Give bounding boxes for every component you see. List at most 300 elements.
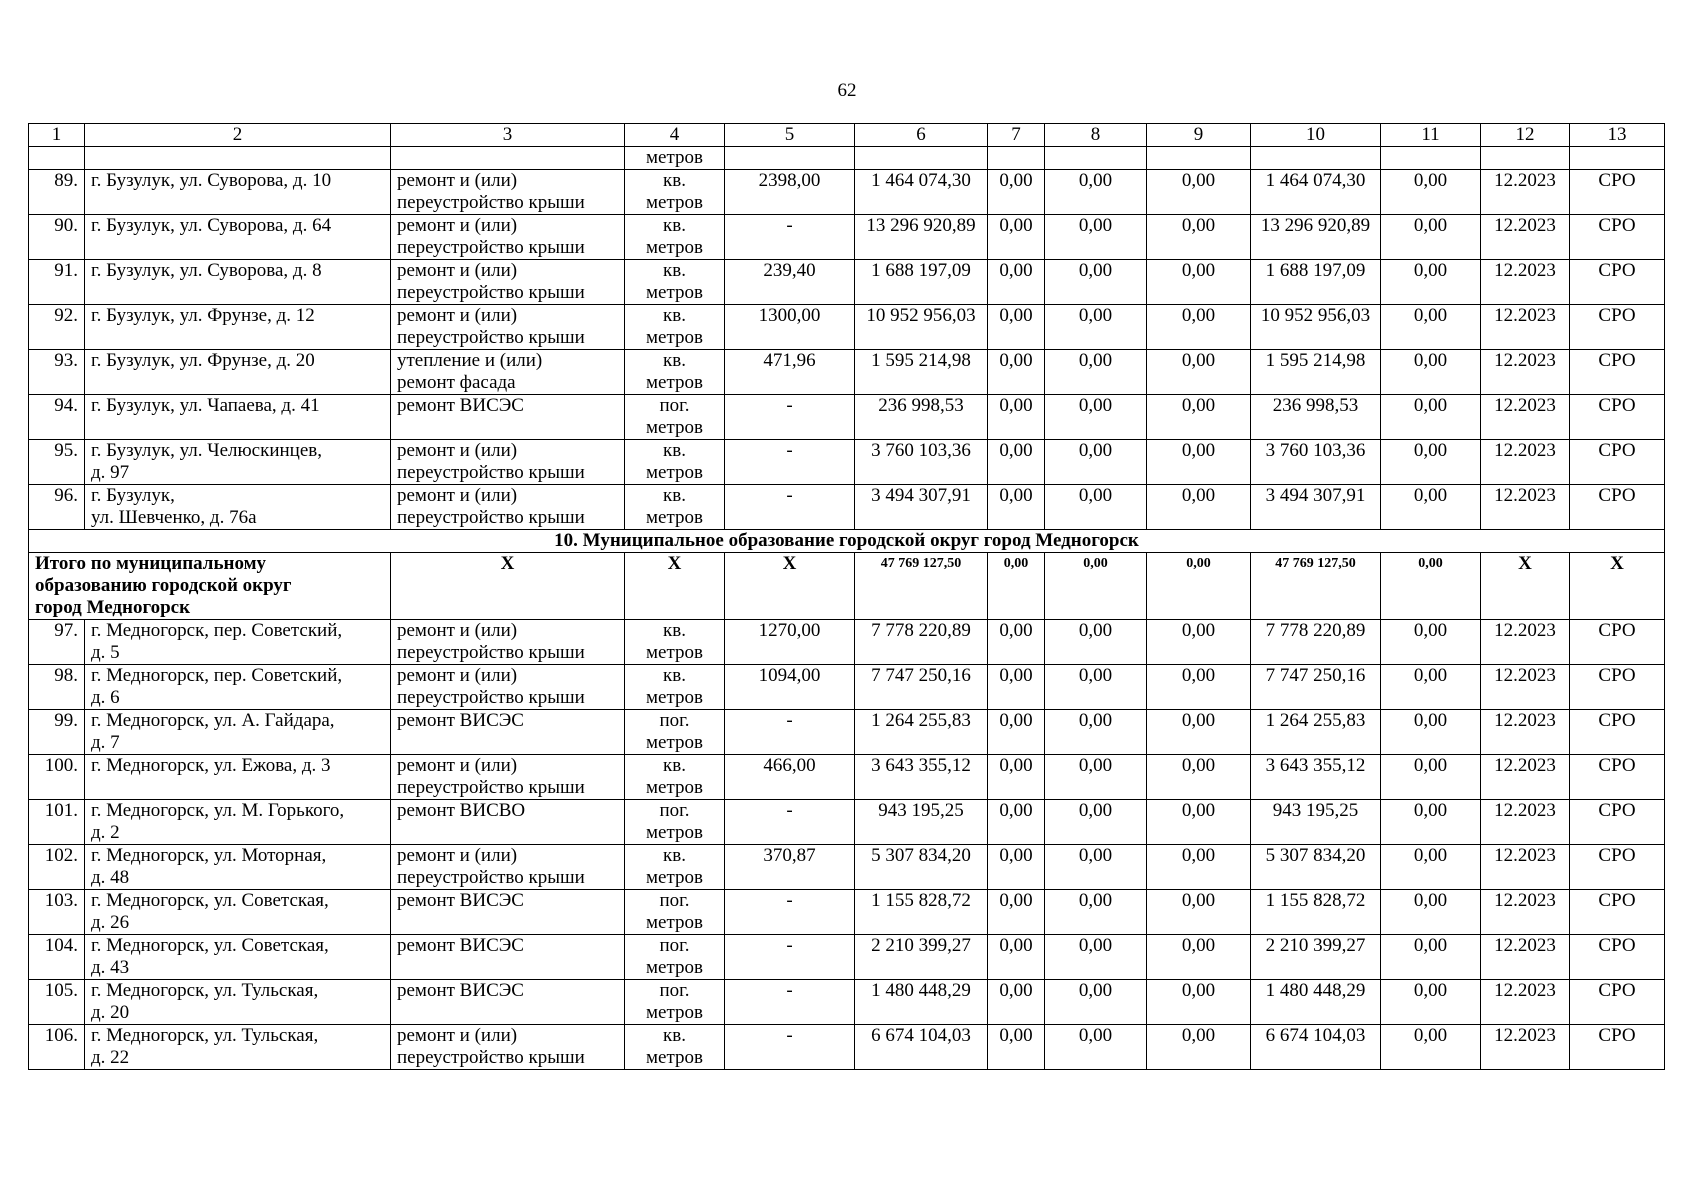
value-cell-c11-line: 0,00: [1413, 935, 1448, 956]
value-cell-c12-line: 12.2023: [1494, 755, 1556, 776]
value-cell-c6-line: 236 998,53: [878, 395, 964, 416]
address-cell-line: г. Бузулук, ул. Челюскинцев,: [91, 440, 322, 461]
work-type-cell: [391, 170, 625, 215]
row-number-line: 93.: [54, 350, 78, 371]
value-cell-c12: [1481, 845, 1570, 890]
unit-cell: метров: [625, 147, 725, 170]
total-c6: [855, 553, 988, 620]
value-cell-c10-line: 236 998,53: [1272, 395, 1359, 416]
row-number-line: 94.: [54, 395, 78, 416]
value-cell-c8-line: 0,00: [1078, 665, 1113, 686]
value-cell-c10: [1251, 755, 1381, 800]
table-row: [29, 710, 1665, 755]
value-cell-c9: [1147, 260, 1251, 305]
address-cell-line: д. 7: [91, 732, 120, 753]
work-type-cell-line: переустройство крыши: [397, 867, 585, 888]
value-cell-c8-line: 0,00: [1078, 260, 1113, 281]
address-cell: [85, 395, 391, 440]
value-cell-c9-line: 0,00: [1181, 170, 1216, 191]
value-cell-c5-line: -: [786, 980, 793, 1001]
value-cell-c7-line: 0,00: [999, 800, 1033, 821]
value-cell-c9: [1147, 485, 1251, 530]
table-row: [29, 935, 1665, 980]
work-type-cell-line: ремонт и (или): [397, 440, 518, 461]
value-cell-c9-line: 0,00: [1181, 395, 1216, 416]
method-cell-line: СРО: [1598, 620, 1636, 641]
table-row: [29, 305, 1665, 350]
value-cell-c8: [1045, 620, 1147, 665]
value-cell-c5-line: -: [786, 1025, 793, 1046]
value-cell-c5-line: -: [786, 395, 793, 416]
value-cell-c5-line: -: [786, 215, 793, 236]
value-cell-c8-line: 0,00: [1078, 845, 1113, 866]
row-number-line: 100.: [44, 755, 78, 776]
value-cell-c12-line: 12.2023: [1494, 260, 1556, 281]
address-cell: [85, 440, 391, 485]
value-cell-c6: [855, 350, 988, 395]
value-cell-c12-line: 12.2023: [1494, 890, 1556, 911]
method-cell-line: СРО: [1598, 350, 1636, 371]
value-cell-c9: [1147, 890, 1251, 935]
value-cell-c12: [1481, 935, 1570, 980]
row-number: [29, 755, 85, 800]
value-cell-c12: [1481, 395, 1570, 440]
value-cell-c8-line: 0,00: [1078, 215, 1113, 236]
value-cell-c11: [1381, 440, 1481, 485]
value-cell-c12-line: 12.2023: [1494, 935, 1556, 956]
value-cell-c12-line: 12.2023: [1494, 350, 1556, 371]
address-cell: [85, 935, 391, 980]
value-cell-c8-line: 0,00: [1078, 395, 1113, 416]
value-cell-c8-line: 0,00: [1078, 710, 1113, 731]
value-cell-c5-line: 1300,00: [758, 305, 821, 326]
value-cell-c12: [1481, 665, 1570, 710]
value-cell-c12-line: 12.2023: [1494, 440, 1556, 461]
table-row: [29, 170, 1665, 215]
value-cell-c10: [1251, 350, 1381, 395]
value-cell-c8: [1045, 710, 1147, 755]
address-cell-line: д. 43: [91, 957, 130, 978]
value-cell-c8: [1045, 1025, 1147, 1070]
method-cell: [1570, 620, 1665, 665]
address-cell-line: г. Медногорск, ул. Советская,: [91, 890, 329, 911]
value-cell-c5: [725, 845, 855, 890]
address-cell-line: г. Бузулук, ул. Фрунзе, д. 12: [91, 305, 315, 326]
work-type-cell-line: переустройство крыши: [397, 777, 585, 798]
value-cell-c6: [855, 395, 988, 440]
unit-cell: [625, 800, 725, 845]
value-cell-c8-line: 0,00: [1078, 890, 1113, 911]
unit-cell: [625, 395, 725, 440]
total-label: [29, 553, 391, 620]
table-row: [29, 1025, 1665, 1070]
table-row: [29, 485, 1665, 530]
value-cell-c8: [1045, 935, 1147, 980]
unit-cell-line: пог.: [659, 980, 690, 1001]
value-cell-c8-line: 0,00: [1078, 350, 1113, 371]
address-cell: [85, 305, 391, 350]
unit-cell-line: метров: [646, 732, 703, 753]
value-cell-c5: [725, 755, 855, 800]
value-cell-c7: [988, 395, 1045, 440]
method-cell: [1570, 800, 1665, 845]
value-cell-c12-line: 12.2023: [1494, 215, 1556, 236]
value-cell-c10: [1251, 440, 1381, 485]
method-cell-line: СРО: [1598, 260, 1636, 281]
value-cell-c12-line: 12.2023: [1494, 800, 1556, 821]
value-cell-c12: [1481, 170, 1570, 215]
value-cell-c6-line: 5 307 834,20: [871, 845, 971, 866]
column-number-row: [29, 124, 1665, 147]
method-cell: [1570, 215, 1665, 260]
work-type-cell-line: ремонт ВИСВО: [397, 800, 526, 821]
address-cell: [85, 170, 391, 215]
unit-cell-line: кв.: [663, 620, 686, 641]
value-cell-c6: [855, 845, 988, 890]
address-cell: [85, 350, 391, 395]
value-cell-c10: [1251, 620, 1381, 665]
value-cell-c5-line: -: [786, 440, 793, 461]
value-cell-c10-line: 1 480 448,29: [1265, 980, 1366, 1001]
value-cell-c11-line: 0,00: [1413, 710, 1448, 731]
value-cell-c5: [725, 260, 855, 305]
total-c9-line: 0,00: [1186, 556, 1211, 571]
value-cell-c7-line: 0,00: [999, 755, 1033, 776]
row-number: [29, 440, 85, 485]
total-c11: [1381, 553, 1481, 620]
value-cell-c11-line: 0,00: [1413, 980, 1448, 1001]
method-cell: [1570, 260, 1665, 305]
method-cell-line: СРО: [1598, 1025, 1636, 1046]
value-cell-c7: [988, 620, 1045, 665]
unit-cell-line: метров: [646, 327, 703, 348]
address-cell: [85, 485, 391, 530]
method-cell-line: СРО: [1598, 305, 1636, 326]
value-cell-c7-line: 0,00: [999, 485, 1033, 506]
value-cell-c5: [725, 395, 855, 440]
value-cell-c10-line: 1 155 828,72: [1265, 890, 1366, 911]
value-cell-c6: [855, 1025, 988, 1070]
address-cell-line: г. Бузулук, ул. Суворова, д. 8: [91, 260, 322, 281]
value-cell-c8: [1045, 665, 1147, 710]
value-cell-c9-line: 0,00: [1181, 305, 1216, 326]
value-cell-c9-line: 0,00: [1181, 485, 1216, 506]
column-header: 11: [1381, 124, 1481, 147]
value-cell-c10: [1251, 260, 1381, 305]
value-cell-c6: [855, 935, 988, 980]
address-cell-line: г. Медногорск, ул. Ежова, д. 3: [91, 755, 331, 776]
row-number-line: 92.: [54, 305, 78, 326]
value-cell-c9-line: 0,00: [1181, 935, 1216, 956]
value-cell-c11: [1381, 890, 1481, 935]
value-cell-c11-line: 0,00: [1413, 755, 1448, 776]
work-type-cell-line: ремонт ВИСЭС: [397, 935, 524, 956]
unit-cell: [625, 260, 725, 305]
value-cell-c5: [725, 665, 855, 710]
value-cell-c10: [1251, 980, 1381, 1025]
value-cell-c6: [855, 665, 988, 710]
value-cell-c6: [855, 800, 988, 845]
address-cell-line: д. 48: [91, 867, 130, 888]
value-cell-c5: [725, 890, 855, 935]
value-cell-c9-line: 0,00: [1181, 665, 1216, 686]
method-cell: [1570, 665, 1665, 710]
value-cell-c12: [1481, 755, 1570, 800]
value-cell-c7: [988, 890, 1045, 935]
value-cell-c11-line: 0,00: [1413, 305, 1448, 326]
column-header: 6: [855, 124, 988, 147]
value-cell-c11-line: 0,00: [1413, 170, 1448, 191]
value-cell-c8-line: 0,00: [1078, 755, 1113, 776]
value-cell-c9-line: 0,00: [1181, 215, 1216, 236]
work-type-cell-line: ремонт и (или): [397, 305, 518, 326]
row-number: [29, 305, 85, 350]
value-cell-c7: [988, 1025, 1045, 1070]
value-cell-c12: [1481, 620, 1570, 665]
value-cell-c11: [1381, 1025, 1481, 1070]
value-cell-c9: [1147, 935, 1251, 980]
value-cell-c7-line: 0,00: [999, 350, 1033, 371]
value-cell-c5: [725, 710, 855, 755]
value-cell-c10-line: 943 195,25: [1272, 800, 1359, 821]
work-type-cell: [391, 350, 625, 395]
work-type-cell: [391, 440, 625, 485]
unit-cell-line: кв.: [663, 485, 686, 506]
value-cell-c11: [1381, 305, 1481, 350]
value-cell-c8: [1045, 350, 1147, 395]
value-cell-c6: [855, 755, 988, 800]
unit-cell-line: метров: [646, 777, 703, 798]
address-cell: [85, 845, 391, 890]
work-type-cell: [391, 845, 625, 890]
value-cell-c9-line: 0,00: [1181, 620, 1216, 641]
value-cell-c10: [1251, 395, 1381, 440]
value-cell-c12: [1481, 350, 1570, 395]
value-cell-c10: [1251, 305, 1381, 350]
value-cell-c7: [988, 800, 1045, 845]
value-cell-c6: [855, 170, 988, 215]
work-type-cell: [391, 890, 625, 935]
value-cell-c8: [1045, 845, 1147, 890]
address-cell: [85, 1025, 391, 1070]
method-cell: [1570, 305, 1665, 350]
value-cell-c12-line: 12.2023: [1494, 170, 1556, 191]
table-row: [29, 800, 1665, 845]
table-row: [29, 395, 1665, 440]
method-cell-line: СРО: [1598, 485, 1636, 506]
value-cell-c11-line: 0,00: [1413, 395, 1448, 416]
row-number: [29, 980, 85, 1025]
value-cell-c10-line: 1 595 214,98: [1265, 350, 1366, 371]
address-cell: [85, 620, 391, 665]
table-body: [29, 124, 1665, 1070]
total-label-line: город Медногорск: [35, 597, 191, 618]
unit-cell-line: кв.: [663, 755, 686, 776]
unit-cell-line: метров: [646, 372, 703, 393]
page-number: 62: [837, 80, 857, 101]
total-c9: [1147, 553, 1251, 620]
unit-cell-line: кв.: [663, 665, 686, 686]
unit-cell: [625, 980, 725, 1025]
section-heading-row: [29, 530, 1665, 553]
row-number: [29, 395, 85, 440]
row-number-line: 102.: [44, 845, 78, 866]
address-cell: [85, 215, 391, 260]
row-number-line: 99.: [54, 710, 78, 731]
value-cell-c8: [1045, 305, 1147, 350]
total-c12-line: X: [1518, 553, 1532, 574]
row-number-line: 101.: [44, 800, 78, 821]
value-cell-c10: [1251, 215, 1381, 260]
address-cell-line: д. 2: [91, 822, 120, 843]
work-type-cell-line: переустройство крыши: [397, 327, 585, 348]
value-cell-c11: [1381, 845, 1481, 890]
value-cell-c10-line: 6 674 104,03: [1265, 1025, 1366, 1046]
value-cell-c5: [725, 800, 855, 845]
value-cell-c6-line: 3 643 355,12: [871, 755, 971, 776]
value-cell-c9-line: 0,00: [1181, 755, 1216, 776]
value-cell-c8: [1045, 485, 1147, 530]
row-number: [29, 1025, 85, 1070]
address-cell-line: д. 6: [91, 687, 120, 708]
value-cell-c6: [855, 260, 988, 305]
row-number-line: 96.: [54, 485, 78, 506]
unit-cell: [625, 170, 725, 215]
address-cell-line: д. 22: [91, 1047, 130, 1068]
value-cell-c12-line: 12.2023: [1494, 1025, 1556, 1046]
row-number: [29, 620, 85, 665]
total-c5-line: X: [782, 553, 797, 574]
total-c7: [988, 553, 1045, 620]
unit-cell: [625, 1025, 725, 1070]
unit-cell: [625, 350, 725, 395]
value-cell-c10-line: 7 747 250,16: [1265, 665, 1366, 686]
value-cell-c8: [1045, 755, 1147, 800]
value-cell-c5-line: -: [786, 710, 793, 731]
value-cell-c9: [1147, 665, 1251, 710]
value-cell-c6-line: 1 595 214,98: [871, 350, 971, 371]
work-type-cell-line: ремонт и (или): [397, 1025, 518, 1046]
address-cell-line: г. Бузулук, ул. Суворова, д. 64: [91, 215, 332, 236]
value-cell-c8: [1045, 440, 1147, 485]
value-cell-c7-line: 0,00: [999, 710, 1033, 731]
value-cell-c12: [1481, 980, 1570, 1025]
row-number: [29, 170, 85, 215]
row-number-line: 104.: [44, 935, 78, 956]
value-cell-c10: [1251, 710, 1381, 755]
method-cell-line: СРО: [1598, 440, 1636, 461]
value-cell-c6: [855, 980, 988, 1025]
total-c13-line: X: [1610, 553, 1624, 574]
unit-cell-line: кв.: [663, 215, 686, 236]
total-label-line: образованию городской округ: [35, 575, 292, 596]
value-cell-c11: [1381, 665, 1481, 710]
address-cell-line: д. 26: [91, 912, 130, 933]
unit-cell-line: метров: [646, 1002, 703, 1023]
total-c8: [1045, 553, 1147, 620]
value-cell-c5-line: -: [786, 890, 793, 911]
value-cell-c7-line: 0,00: [999, 260, 1033, 281]
value-cell-c10: [1251, 1025, 1381, 1070]
value-cell-c6: [855, 440, 988, 485]
method-cell: [1570, 890, 1665, 935]
column-header: 13: [1570, 124, 1665, 147]
value-cell-c12: [1481, 800, 1570, 845]
column-header: 10: [1251, 124, 1381, 147]
table-row: [29, 845, 1665, 890]
unit-cell-line: метров: [646, 1047, 703, 1068]
value-cell-c9: [1147, 170, 1251, 215]
work-type-cell-line: переустройство крыши: [397, 282, 585, 303]
value-cell-c12: [1481, 710, 1570, 755]
work-type-cell: [391, 710, 625, 755]
value-cell-c11: [1381, 980, 1481, 1025]
work-type-cell-line: ремонт и (или): [397, 170, 518, 191]
value-cell-c10-line: 10 952 956,03: [1260, 305, 1371, 326]
value-cell-c7-line: 0,00: [999, 305, 1033, 326]
value-cell-c11-line: 0,00: [1413, 485, 1448, 506]
unit-cell-line: кв.: [663, 440, 686, 461]
value-cell-c9-line: 0,00: [1181, 350, 1216, 371]
address-cell-line: г. Медногорск, ул. Тульская,: [91, 1025, 319, 1046]
value-cell-c10-line: 3 494 307,91: [1265, 485, 1366, 506]
address-cell-line: г. Медногорск, ул. Моторная,: [91, 845, 327, 866]
method-cell-line: СРО: [1598, 890, 1636, 911]
value-cell-c9: [1147, 395, 1251, 440]
address-cell-line: г. Бузулук,: [91, 485, 175, 506]
value-cell-c5: [725, 1025, 855, 1070]
total-c3-line: X: [500, 553, 515, 574]
table-row: [29, 980, 1665, 1025]
column-header: 5: [725, 124, 855, 147]
value-cell-c6-line: 6 674 104,03: [871, 1025, 971, 1046]
value-cell-c8: [1045, 890, 1147, 935]
column-header: 8: [1045, 124, 1147, 147]
value-cell-c6: [855, 305, 988, 350]
method-cell-line: СРО: [1598, 665, 1636, 686]
unit-cell-line: метров: [646, 642, 703, 663]
value-cell-c12-line: 12.2023: [1494, 845, 1556, 866]
value-cell-c5-line: 2398,00: [758, 170, 821, 191]
capital-repair-table: [28, 123, 1665, 1070]
table-row: [29, 350, 1665, 395]
work-type-cell-line: ремонт и (или): [397, 755, 518, 776]
column-header: 4: [625, 124, 725, 147]
total-row: [29, 553, 1665, 620]
value-cell-c10-line: 1 464 074,30: [1265, 170, 1366, 191]
value-cell-c8: [1045, 800, 1147, 845]
unit-cell: [625, 620, 725, 665]
value-cell-c5: [725, 215, 855, 260]
value-cell-c5-line: 1270,00: [758, 620, 821, 641]
value-cell-c5: [725, 620, 855, 665]
unit-cell-line: метров: [646, 417, 703, 438]
column-header: 9: [1147, 124, 1251, 147]
total-c10: [1251, 553, 1381, 620]
work-type-cell-line: ремонт ВИСЭС: [397, 710, 524, 731]
method-cell: [1570, 395, 1665, 440]
work-type-cell: [391, 305, 625, 350]
value-cell-c11-line: 0,00: [1413, 440, 1448, 461]
unit-cell: [625, 935, 725, 980]
value-cell-c11: [1381, 260, 1481, 305]
address-cell: [85, 260, 391, 305]
row-number: [29, 935, 85, 980]
unit-cell-line: кв.: [663, 305, 686, 326]
work-type-cell: [391, 980, 625, 1025]
method-cell-line: СРО: [1598, 755, 1636, 776]
value-cell-c7-line: 0,00: [999, 440, 1033, 461]
